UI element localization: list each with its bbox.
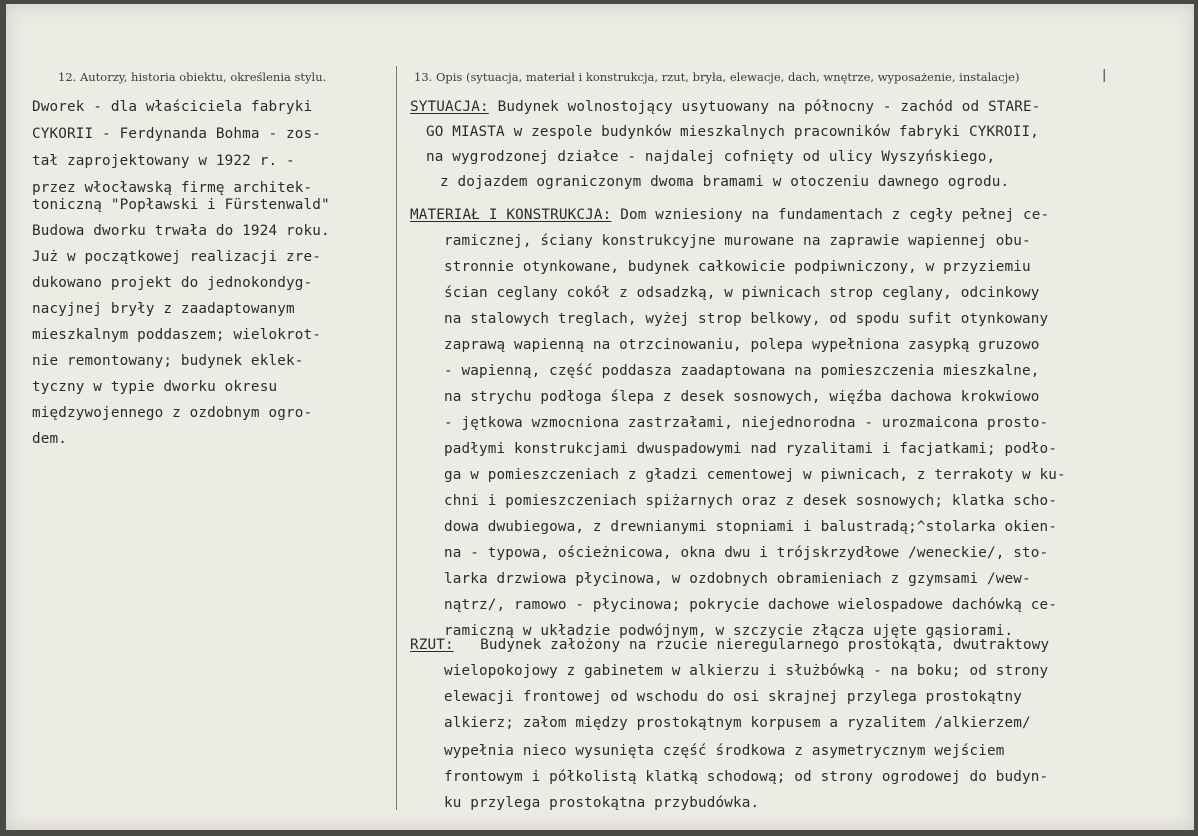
material-line: stronnie otynkowane, budynek całkowicie podpiwniczony, w przyziemiu [444, 259, 1031, 275]
material-line: nątrz/, ramowo - płycinowa; pokrycie dachowe wielospadowe dachówką ce- [444, 597, 1058, 613]
history-line: toniczną "Popławski i Fürstenwald" [32, 197, 330, 213]
sytuacja-label: SYTUACJA: [410, 99, 489, 115]
material-line: - wapienną, część poddasza zaadaptowana na pomieszczenia mieszkalne, [444, 363, 1040, 379]
rzut-line: wypełnia nieco wysunięta część środkowa z asymetrycznym wejściem [444, 743, 1005, 759]
history-line: tyczny w typie dworku okresu [32, 379, 278, 395]
history-line: mieszkalnym poddaszem; wielokrot- [32, 327, 321, 343]
sytuacja-text: Budynek wolnostojący usytuowany na północny - zachód od STARE- [497, 99, 1041, 115]
sytuacja-line: GO MIASTA w zespole budynków mieszkalnych pracowników fabryki CYKROII, [426, 124, 1040, 140]
material-line: dowa dwubiegowa, z drewnianymi stopniami i balustradą;^stolarka okien- [444, 519, 1058, 535]
rzut-label: RZUT: [410, 637, 454, 653]
history-line: Budowa dworku trwała do 1924 roku. [32, 223, 330, 239]
sytuacja-line: na wygrodzonej działce - najdalej cofnięty od ulicy Wyszyńskiego, [426, 149, 996, 165]
material-line: ramicznej, ściany konstrukcyjne murowane na zaprawie wapiennej obu- [444, 233, 1031, 249]
material-line: na - typowa, ościeżnicowa, okna dwu i trójskrzydłowe /weneckie/, sto- [444, 545, 1049, 561]
history-line: dukowano projekt do jednokondyg- [32, 275, 313, 291]
rzut-line: ku przylega prostokątna przybudówka. [444, 795, 760, 811]
material-line: zaprawą wapienną na otrzcinowaniu, polepa wypełniona zasypką gruzowo [444, 337, 1040, 353]
material-line: chni i pomieszczeniach spiżarnych oraz z desek sosnowych; klatka scho- [444, 493, 1058, 509]
history-line: Już w początkowej realizacji zre- [32, 249, 321, 265]
material-line [410, 206, 1049, 225]
history-line: Dworek - dla właściciela fabryki [32, 99, 313, 115]
history-line: nacyjnej bryły z zaadaptowanym [32, 301, 295, 317]
material-line: - jętkowa wzmocniona zastrzałami, niejednorodna - urozmaicona prosto- [444, 415, 1049, 431]
history-line: dem. [32, 431, 68, 447]
sytuacja-line [410, 98, 1041, 117]
material-line: ga w pomieszczeniach z gładzi cementowej w piwnicach, z terrakoty w ku- [444, 467, 1066, 483]
rzut-line: frontowym i półkolistą klatką schodową; od strony ogrodowej do budyn- [444, 769, 1049, 785]
left-column-header: 12. Autorzy, historia obiektu, określenia stylu. [58, 70, 327, 84]
rzut-line: wielopokojowy z gabinetem w alkierzu i służbówką - na boku; od strony [444, 663, 1049, 679]
material-line: na stalowych treglach, wyżej strop belkowy, od spodu sufit otynkowany [444, 311, 1049, 327]
history-line: przez włocławską firmę architek- [32, 180, 313, 196]
material-label: MATERIAŁ I KONSTRUKCJA: [410, 207, 612, 223]
material-line: ramiczną w układzie podwójnym, w szczycie złącza ujęte gąsiorami. [444, 623, 1014, 639]
catalog-card [6, 4, 1194, 830]
history-line: nie remontowany; budynek eklek- [32, 353, 304, 369]
right-column-header: 13. Opis (sytuacja, materiał i konstrukcja, rzut, bryła, elewacje, dach, wnętrze, wyposażenie, instalacje) [414, 70, 1020, 84]
material-line: na strychu podłoga ślepa z desek sosnowych, więźba dachowa krokwiowo [444, 389, 1040, 405]
material-text: Dom wzniesiony na fundamentach z cegły pełnej ce- [620, 207, 1050, 223]
rzut-text: Budynek założony na rzucie nieregularnego prostokąta, dwutraktowy [480, 637, 1050, 653]
material-line: ścian ceglany cokół z odsadzką, w piwnicach strop ceglany, odcinkowy [444, 285, 1040, 301]
rzut-line [410, 636, 1049, 655]
column-divider [396, 66, 397, 810]
history-line: międzywojennego z ozdobnym ogro- [32, 405, 313, 421]
sytuacja-line: z dojazdem ograniczonym dwoma bramami w otoczeniu dawnego ogrodu. [440, 174, 1010, 190]
material-line: padłymi konstrukcjami dwuspadowymi nad ryzalitami i facjatkami; podło- [444, 441, 1058, 457]
material-line: larka drzwiowa płycinowa, w ozdobnych obramieniach z gzymsami /wew- [444, 571, 1031, 587]
history-line: CYKORII - Ferdynanda Bohma - zos- [32, 126, 321, 142]
rzut-line: alkierz; załom między prostokątnym korpusem a ryzalitem /alkierzem/ [444, 715, 1031, 731]
header-mark: | [1102, 68, 1107, 83]
history-line: tał zaprojektowany w 1922 r. - [32, 153, 295, 169]
rzut-line: elewacji frontowej od wschodu do osi skrajnej przylega prostokątny [444, 689, 1022, 705]
